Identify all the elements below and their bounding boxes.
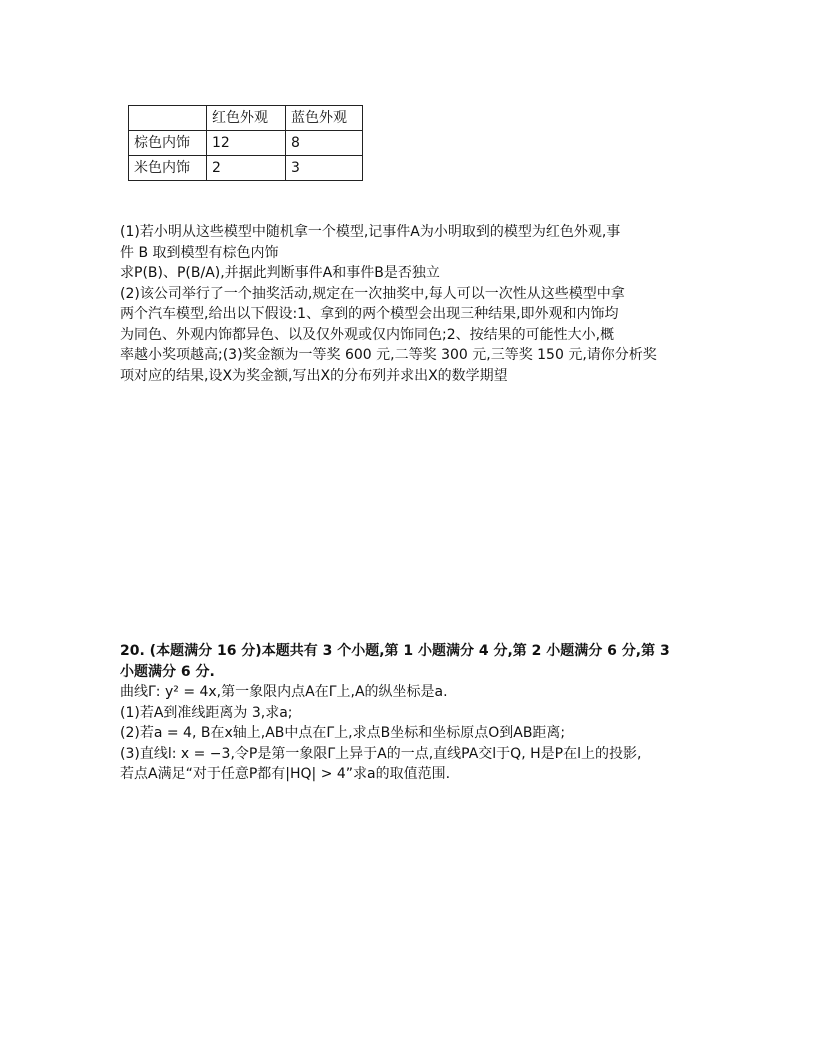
text-line: 求P(B)、P(B/A),并据此判断事件A和事件B是否独立 (120, 265, 440, 281)
table-cell: 2 (207, 156, 286, 181)
question-heading: 小题满分 6 分. (120, 663, 215, 680)
question-20-text (120, 641, 700, 785)
table-row (129, 131, 363, 156)
question-heading: 20. (本题满分 16 分)本题共有 3 个小题,第 1 小题满分 4 分,第 2 小题满分 6 分,第 3 (120, 643, 670, 659)
text-line: 件 B 取到模型有棕色内饰 (120, 244, 279, 261)
text-line: 若点A满足“对于任意P都有|HQ| > 4”求a的取值范围. (120, 766, 451, 782)
text-line: (2)该公司举行了一个抽奖活动,规定在一次抽奖中,每人可以一次性从这些模型中拿 (120, 285, 625, 302)
model-count-table (128, 105, 363, 181)
text-line: (2)若a = 4, B在x轴上,AB中点在Γ上,求点B坐标和坐标原点O到AB距离; (120, 725, 566, 741)
question-1-text (120, 222, 700, 386)
table-row (129, 156, 363, 181)
table-cell: 蓝色外观 (286, 106, 363, 131)
table-cell: 棕色内饰 (129, 131, 207, 156)
text-line: 曲线Γ: y² = 4x,第一象限内点A在Γ上,A的纵坐标是a. (120, 684, 448, 700)
text-line: 为同色、外观内饰都异色、以及仅外观或仅内饰同色;2、按结果的可能性大小,概 (120, 326, 615, 343)
text-line: (3)直线l: x = −3,令P是第一象限Γ上异于A的一点,直线PA交l于Q, H是P在l上的投影, (120, 745, 642, 762)
text-line: 两个汽车模型,给出以下假设:1、拿到的两个模型会出现三种结果,即外观和内饰均 (120, 306, 619, 322)
table-cell: 12 (207, 131, 286, 156)
text-line: 项对应的结果,设X为奖金额,写出X的分布列并求出X的数学期望 (120, 367, 508, 384)
table-cell: 米色内饰 (129, 156, 207, 181)
table-cell: 3 (286, 156, 363, 181)
table-cell: 红色外观 (207, 106, 286, 131)
table-cell (129, 106, 207, 131)
text-line: 率越小奖项越高;(3)奖金额为一等奖 600 元,二等奖 300 元,三等奖 150 元,请你分析奖 (120, 347, 657, 363)
text-line: (1)若小明从这些模型中随机拿一个模型,记事件A为小明取到的模型为红色外观,事 (120, 224, 621, 240)
text-line: (1)若A到准线距离为 3,求a; (120, 704, 293, 721)
table-cell: 8 (286, 131, 363, 156)
table-header-row (129, 106, 363, 131)
